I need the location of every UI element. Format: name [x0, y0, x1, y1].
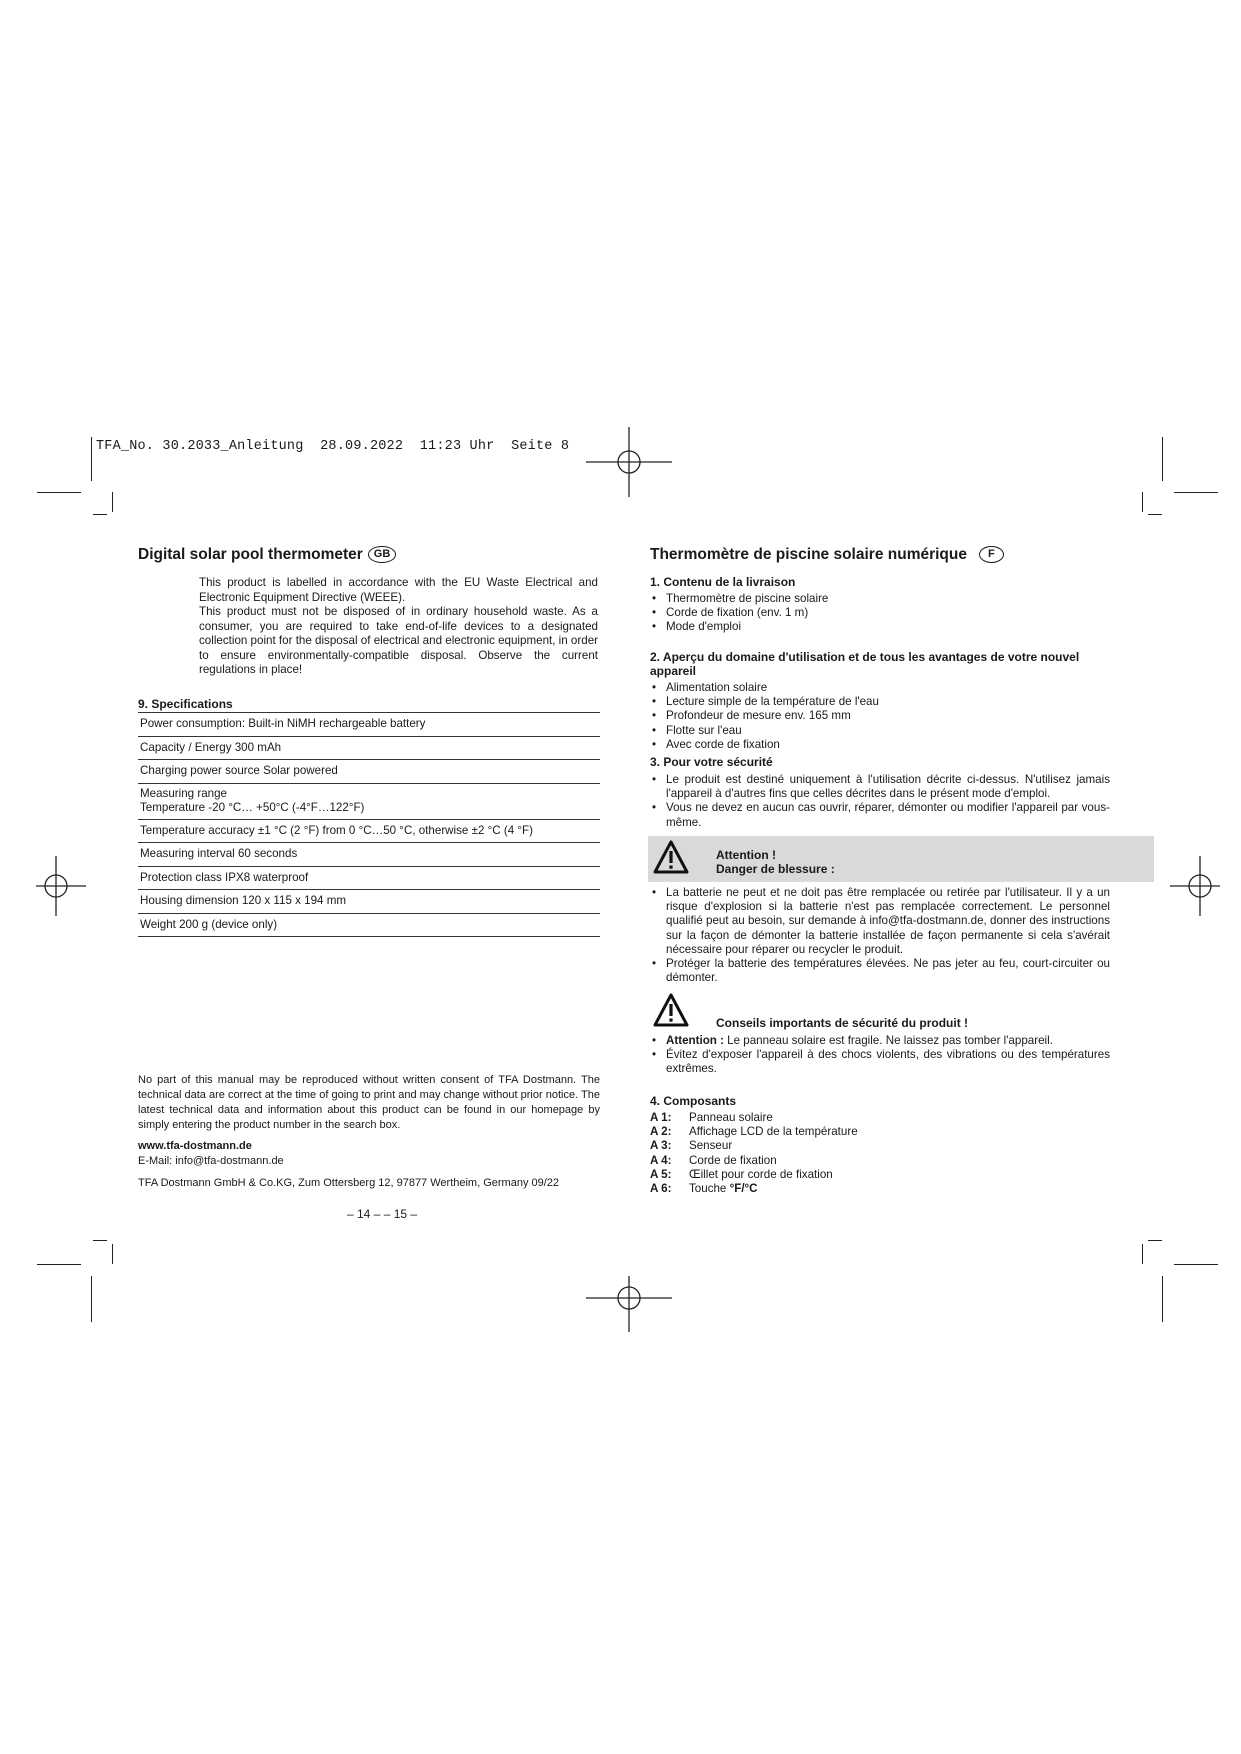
language-badge-f: F — [979, 546, 1004, 563]
warning-subtitle: Danger de blessure : — [716, 862, 835, 876]
spec-housing: Housing dimension 120 x 115 x 194 mm — [138, 890, 600, 914]
list-item: • Profondeur de mesure env. 165 mm — [650, 709, 1110, 723]
component-text: Corde de fixation — [689, 1153, 777, 1167]
table-row — [138, 819, 600, 843]
list-item — [650, 1111, 1110, 1125]
component-label: A 5: — [650, 1167, 672, 1181]
spec-capacity: Capacity / Energy 300 mAh — [138, 736, 600, 760]
table-row — [138, 913, 600, 937]
list-item — [650, 1168, 1110, 1182]
component-text: Affichage LCD de la température — [689, 1125, 858, 1139]
spec-weight: Weight 200 g (device only) — [138, 913, 600, 937]
list-item: • Lecture simple de la température de l'eau — [650, 695, 1110, 709]
registration-mark-bottom — [586, 1276, 672, 1332]
component-text: Œillet pour corde de fixation — [689, 1167, 833, 1181]
specifications-heading: 9. Specifications — [138, 697, 233, 711]
list-item: • Avec corde de fixation — [650, 738, 1110, 752]
registration-mark-left — [36, 856, 86, 916]
email-address[interactable]: E-Mail: info@tfa-dostmann.de — [138, 1155, 284, 1167]
section-safety — [650, 755, 1110, 830]
left-title-text: Digital solar pool thermometer — [138, 546, 363, 563]
product-safety — [650, 1034, 1110, 1077]
list-item — [650, 1139, 1110, 1153]
component-text: Senseur — [689, 1139, 733, 1153]
print-header: TFA_No. 30.2033_Anleitung 28.09.2022 11:23 Uhr Seite 8 — [96, 439, 570, 454]
list-item: • Alimentation solaire — [650, 681, 1110, 695]
list-item: • Flotte sur l'eau — [650, 724, 1110, 738]
spec-measuring-range-value: Temperature -20 °C… +50°C (-4°F…122°F) — [140, 801, 365, 814]
spec-accuracy: Temperature accuracy ±1 °C (2 °F) from 0 °C…50 °C, otherwise ±2 °C (4 °F) — [138, 819, 600, 843]
battery-warnings — [650, 886, 1110, 985]
component-label: A 4: — [650, 1153, 672, 1167]
spec-power: Power consumption: Built-in NiMH rechargeable battery — [138, 713, 600, 736]
list-item — [650, 1034, 1110, 1048]
table-row — [138, 843, 600, 867]
list-item: • Vous ne devez en aucun cas ouvrir, réparer, démonter ou modifier l'appareil par vous-même. — [650, 801, 1110, 829]
table-row — [138, 783, 600, 819]
table-row — [138, 713, 600, 736]
safety-triangle-icon — [653, 993, 689, 1027]
specifications-table — [138, 713, 600, 937]
component-text: Touche — [689, 1182, 730, 1196]
weee-paragraph-1: This product is labelled in accordance with the EU Waste Electrical and Electronic Equipment Directive (WEEE). — [199, 576, 598, 604]
component-text: Panneau solaire — [689, 1111, 773, 1124]
safety-heading: Conseils importants de sécurité du produit ! — [716, 1016, 969, 1030]
left-page-title — [138, 546, 396, 564]
spec-protection: Protection class IPX8 waterproof — [138, 866, 600, 890]
spec-charging: Charging power source Solar powered — [138, 760, 600, 784]
list-item: • Corde de fixation (env. 1 m) — [650, 606, 1110, 620]
copyright-notice: No part of this manual may be reproduced without written consent of TFA Dostmann. The technical data are correct at the time of going to print and may change without prior notice. The latest technical data and information about this product can be found in our homepage by simply entering the product number in the search box. — [138, 1074, 600, 1131]
table-row — [138, 736, 600, 760]
temperature-unit-button-label: °F/°C — [729, 1182, 758, 1196]
attention-label: Attention : — [666, 1034, 724, 1047]
right-title-text: Thermomètre de piscine solaire numérique — [650, 546, 967, 563]
list-item: • Le produit est destiné uniquement à l'utilisation décrite ci-dessus. N'utilisez jamais l'appareil à d'autres fins que celles décrites dans le présent mode d'emploi. — [650, 773, 1110, 801]
table-row — [138, 866, 600, 890]
section-overview — [650, 650, 1110, 752]
component-label: A 2: — [650, 1125, 672, 1139]
battery-warning-list — [650, 886, 1110, 985]
features-list — [650, 681, 1110, 752]
delivery-list — [650, 592, 1110, 635]
registration-mark-right — [1170, 856, 1220, 916]
spec-measuring-range — [138, 783, 600, 819]
section-contents — [650, 575, 1110, 635]
list-item: • La batterie ne peut et ne doit pas être remplacée ou retirée par l'utilisateur. Il y a un risque d'explosion si la batterie n'est pas remplacée correctement. Le personnel qualifié peut au besoin, sur demande à info@tfa-dostmann.de, donner des instructions sur la façon de démonter la batterie installée de façon permanente si cela s'avérait nécessaire pour réparer ou recycler le produit. — [650, 886, 1110, 957]
list-item: • Mode d'emploi — [650, 620, 1110, 634]
list-item: • Thermomètre de piscine solaire — [650, 592, 1110, 606]
component-label: A 6: — [650, 1182, 672, 1196]
warning-title: Attention ! — [716, 848, 776, 862]
section-1-heading: 1. Contenu de la livraison — [650, 575, 796, 589]
page-numbers: – 14 – – 15 – — [347, 1207, 418, 1221]
section-3-heading: 3. Pour votre sécurité — [650, 755, 773, 769]
list-item: • Évitez d'exposer l'appareil à des chocs violents, des vibrations ou des températures extrêmes. — [650, 1048, 1110, 1076]
website-link[interactable]: www.tfa-dostmann.de — [138, 1140, 252, 1152]
list-item — [650, 1182, 1110, 1196]
list-item — [650, 1154, 1110, 1168]
spec-measuring-range-label: Measuring range — [140, 786, 228, 800]
product-safety-list — [650, 1034, 1110, 1077]
language-badge-gb: GB — [368, 546, 397, 563]
components-list — [650, 1111, 1110, 1196]
safety-list — [650, 773, 1110, 830]
component-label: A 1: — [650, 1111, 672, 1124]
list-item — [650, 1125, 1110, 1139]
weee-notice — [199, 576, 598, 678]
weee-paragraph-2: This product must not be disposed of in ordinary household waste. As a consumer, you are required to take end-of-life devices to a designated collection point for the disposal of electrical and electronic equipment, in order to ensure environmentally-compatible disposal. Observe the current regulations in place! — [199, 605, 598, 676]
table-row — [138, 890, 600, 914]
section-2-heading: 2. Aperçu du domaine d'utilisation et de tous les avantages de votre nouvel appareil — [650, 650, 1080, 678]
section-components — [650, 1094, 1110, 1196]
table-row — [138, 760, 600, 784]
warning-text — [716, 848, 835, 876]
company-address: TFA Dostmann GmbH & Co.KG, Zum Ottersberg 12, 97877 Wertheim, Germany 09/22 — [138, 1177, 560, 1189]
warning-triangle-icon — [653, 840, 689, 874]
right-page-title — [650, 546, 1004, 564]
component-label: A 3: — [650, 1139, 672, 1153]
section-4-heading: 4. Composants — [650, 1094, 737, 1108]
registration-mark-top — [586, 427, 672, 497]
spec-interval: Measuring interval 60 seconds — [138, 843, 600, 867]
list-item: • Protéger la batterie des températures élevées. Ne pas jeter au feu, court-circuiter ou démonter. — [650, 957, 1110, 985]
attention-text: Le panneau solaire est fragile. Ne laissez pas tomber l'appareil. — [723, 1034, 1053, 1047]
